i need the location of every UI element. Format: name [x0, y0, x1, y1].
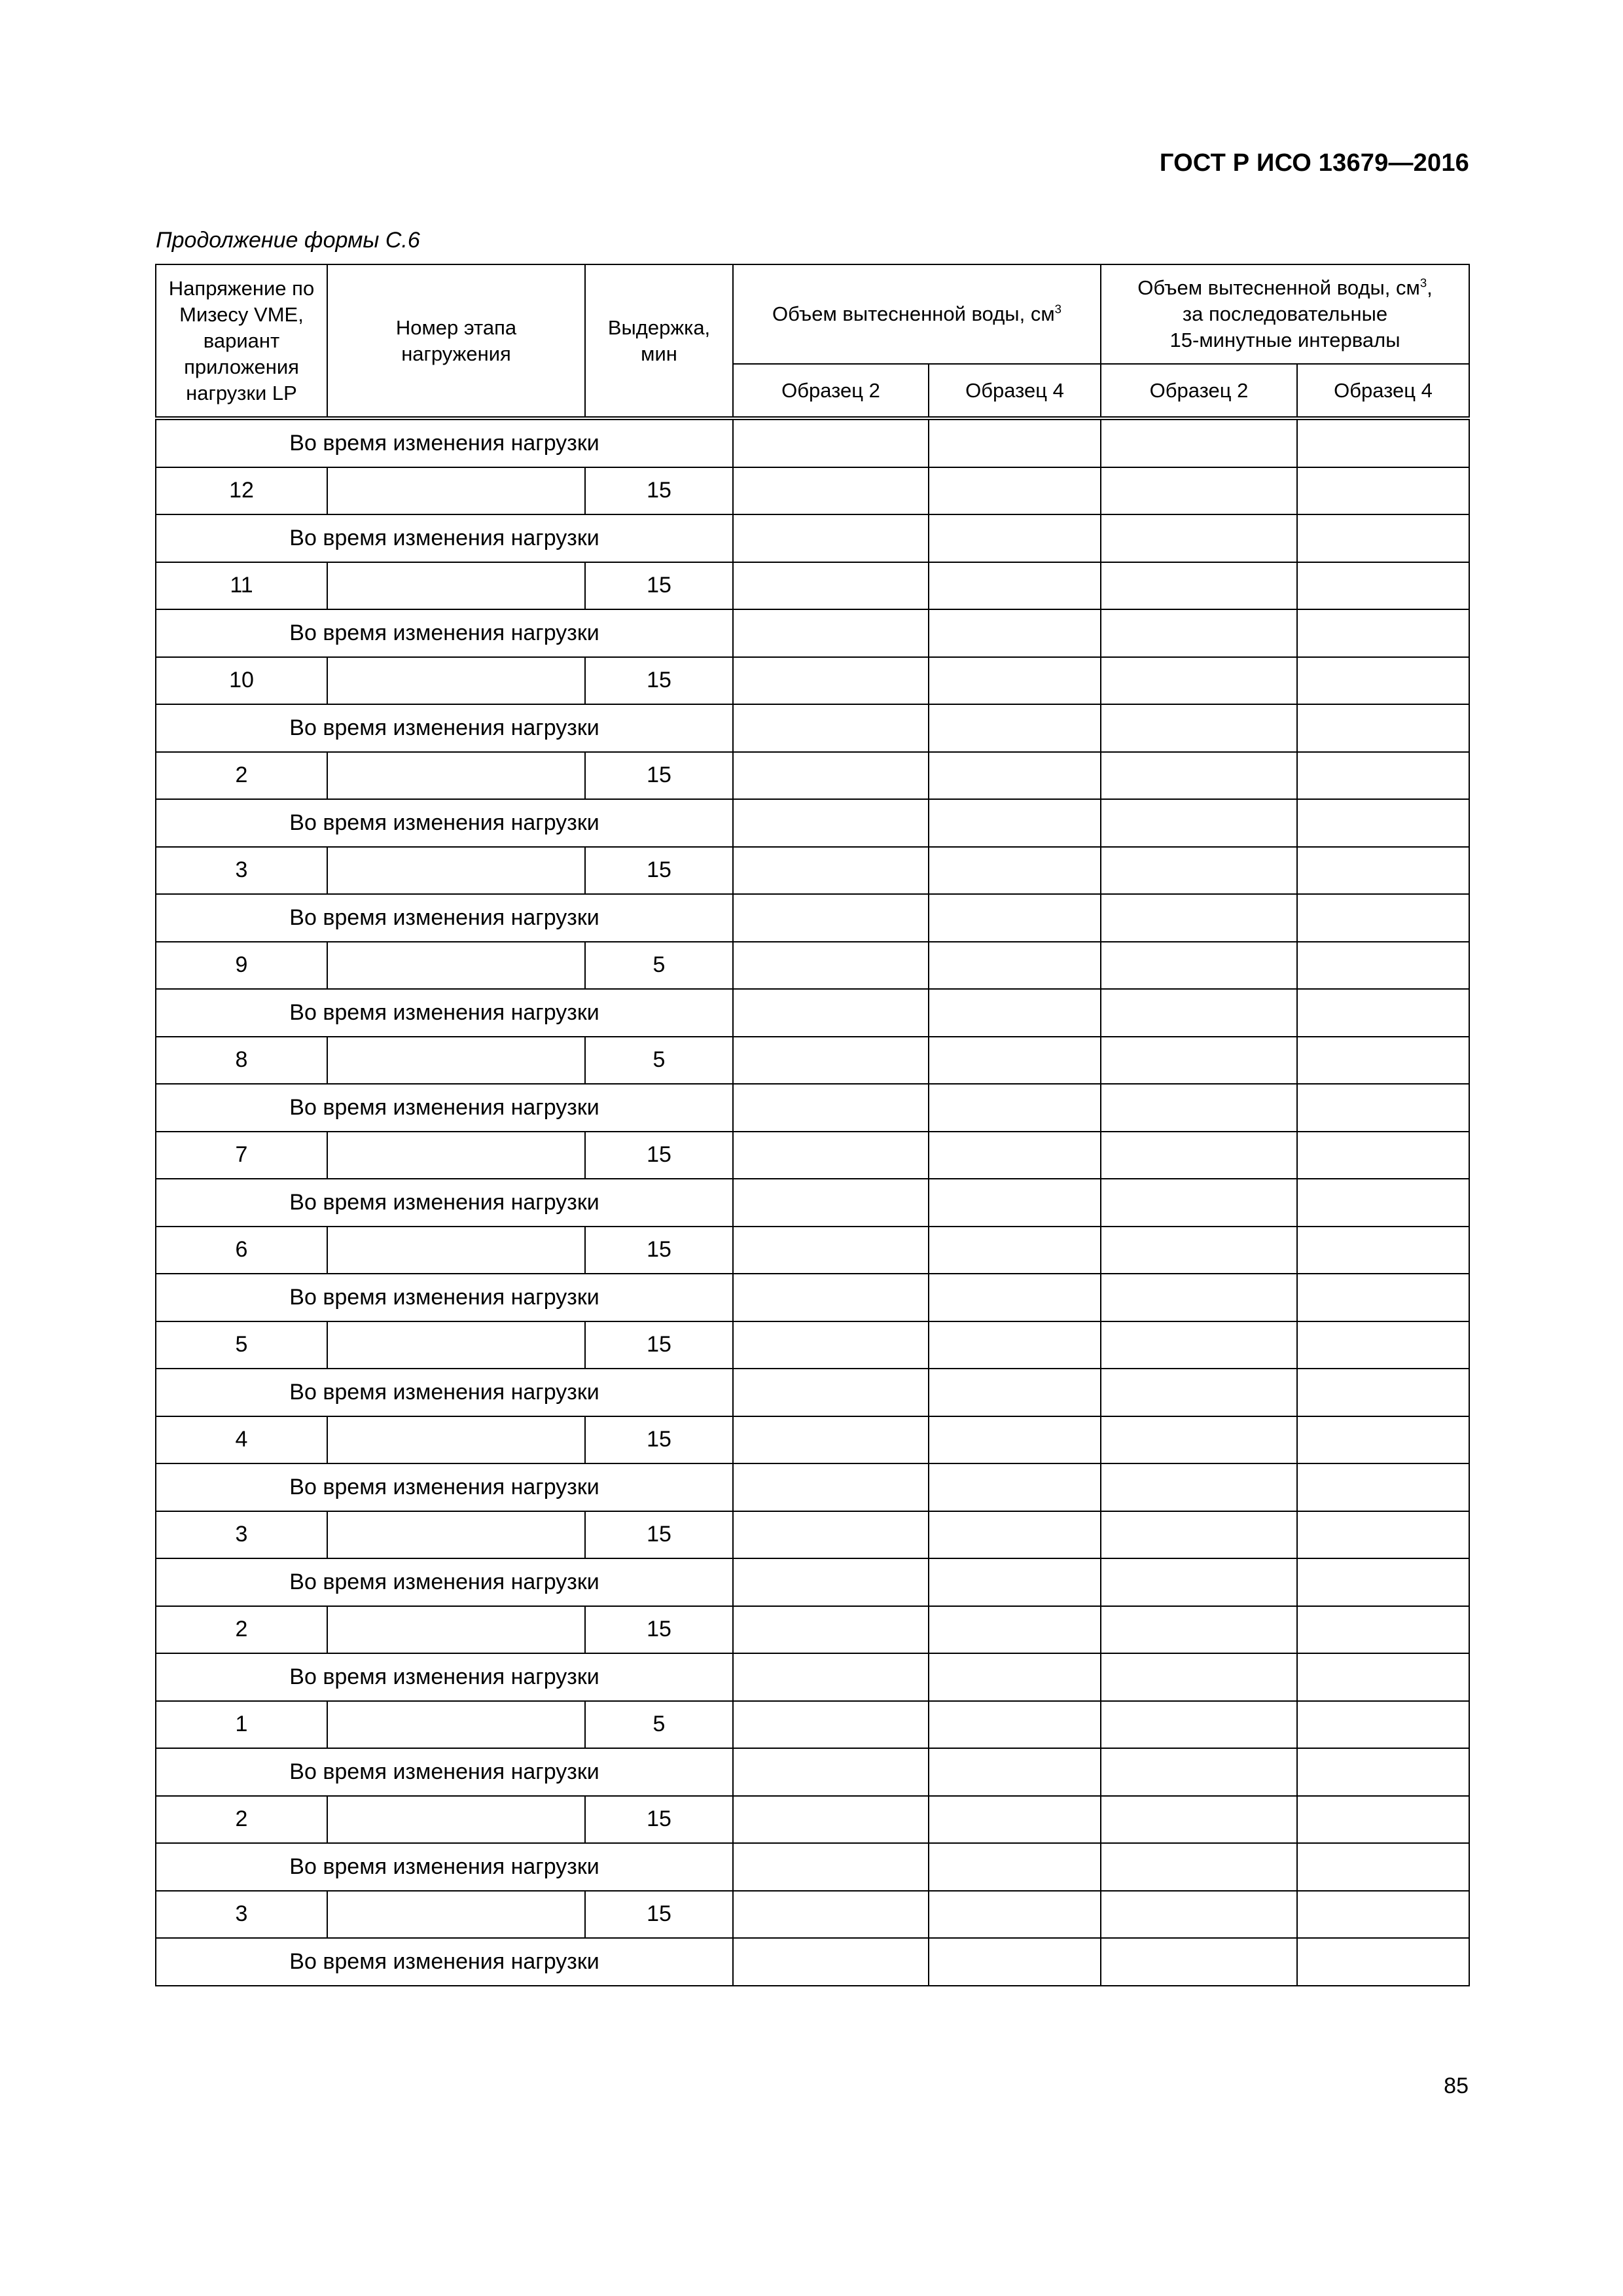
- sample-2-volume-cell[interactable]: [733, 562, 929, 610]
- hold-time-cell: 15: [585, 467, 733, 515]
- table-row: [156, 657, 1469, 705]
- sample-4-interval-cell[interactable]: [1297, 1701, 1469, 1749]
- during-load-change-label: Во время изменения нагрузки: [289, 715, 599, 740]
- sample-4-interval-cell[interactable]: [1297, 1891, 1469, 1939]
- table-row: [156, 514, 1469, 562]
- document-header: ГОСТ Р ИСО 13679—2016: [1159, 149, 1469, 177]
- during-load-change-label: Во время изменения нагрузки: [289, 1759, 599, 1784]
- sample-2-volume-cell[interactable]: [733, 799, 929, 847]
- during-load-change-cell: [156, 1843, 733, 1891]
- sample-2-volume-cell[interactable]: [733, 1891, 929, 1939]
- during-load-change-label: Во время изменения нагрузки: [289, 1948, 599, 1974]
- sample-4-interval-cell[interactable]: [1297, 1796, 1469, 1844]
- sample-2-volume-cell[interactable]: [733, 704, 929, 752]
- sample-2-volume-cell[interactable]: [733, 1558, 929, 1606]
- header-displaced-water-intervals: [1101, 264, 1469, 364]
- table-row: [156, 1891, 1469, 1939]
- during-load-change-cell: [156, 1558, 733, 1606]
- sample-2-volume-cell[interactable]: [733, 1416, 929, 1464]
- sample-2-interval-cell[interactable]: [1101, 1179, 1297, 1227]
- hold-time-cell: 15: [585, 1132, 733, 1179]
- during-load-change-cell: [156, 1653, 733, 1701]
- sample-4-volume-cell[interactable]: [929, 467, 1101, 515]
- during-load-change-cell: [156, 1274, 733, 1321]
- table-row: [156, 1416, 1469, 1464]
- table-row: [156, 1701, 1469, 1749]
- stage-number-cell[interactable]: [327, 847, 585, 895]
- table-row: [156, 989, 1469, 1037]
- sample-2-volume-cell[interactable]: [733, 1274, 929, 1321]
- table-row: [156, 1227, 1469, 1274]
- table-row: [156, 467, 1469, 515]
- sample-4-volume-cell[interactable]: [929, 657, 1101, 705]
- sample-4-volume-cell[interactable]: [929, 704, 1101, 752]
- table-row: [156, 894, 1469, 942]
- table-row: [156, 1938, 1469, 1986]
- sample-2-volume-cell[interactable]: [733, 1606, 929, 1654]
- sample-2-interval-cell[interactable]: [1101, 1227, 1297, 1274]
- page-number: 85: [1444, 2073, 1469, 2098]
- sample-4-interval-cell[interactable]: [1297, 1416, 1469, 1464]
- table-row: [156, 1037, 1469, 1085]
- sample-4-volume-cell[interactable]: [929, 1558, 1101, 1606]
- form-table-container: [155, 264, 1469, 1986]
- table-row: [156, 1179, 1469, 1227]
- sample-4-interval-cell[interactable]: [1297, 514, 1469, 562]
- sample-2-interval-cell[interactable]: [1101, 1084, 1297, 1132]
- during-load-change-label: Во время изменения нагрузки: [289, 430, 599, 456]
- sample-2-volume-cell[interactable]: [733, 1369, 929, 1416]
- sample-4-interval-cell[interactable]: [1297, 1037, 1469, 1085]
- table-row: [156, 1558, 1469, 1606]
- sample-4-interval-cell[interactable]: [1297, 1463, 1469, 1511]
- sample-2-interval-cell[interactable]: [1101, 657, 1297, 705]
- stage-number-cell[interactable]: [327, 942, 585, 990]
- header-displaced-water-label: Объем вытесненной воды, см: [772, 302, 1055, 325]
- table-row: [156, 1748, 1469, 1796]
- stage-number-cell[interactable]: [327, 1701, 585, 1749]
- header-intervals-line1-end: ,: [1427, 276, 1433, 299]
- sample-4-volume-cell[interactable]: [929, 1463, 1101, 1511]
- header-sample-2a: Образец 2: [733, 364, 929, 417]
- during-load-change-cell: [156, 609, 733, 657]
- sample-2-volume-cell[interactable]: [733, 942, 929, 990]
- hold-time-cell: 5: [585, 942, 733, 990]
- header-sample-2b: Образец 2: [1101, 364, 1297, 417]
- during-load-change-cell: [156, 799, 733, 847]
- stage-number-cell[interactable]: [327, 752, 585, 800]
- during-load-change-cell: [156, 514, 733, 562]
- during-load-change-label: Во время изменения нагрузки: [289, 1189, 599, 1215]
- during-load-change-label: Во время изменения нагрузки: [289, 1379, 599, 1405]
- sample-2-volume-cell[interactable]: [733, 847, 929, 895]
- table-header: [156, 264, 1469, 417]
- sample-4-volume-cell[interactable]: [929, 1843, 1101, 1891]
- sample-2-interval-cell[interactable]: [1101, 1843, 1297, 1891]
- sample-4-volume-cell[interactable]: [929, 1701, 1101, 1749]
- vme-cell: 12: [156, 467, 327, 515]
- hold-time-cell: 15: [585, 1796, 733, 1844]
- sample-2-volume-cell[interactable]: [733, 989, 929, 1037]
- sample-2-interval-cell[interactable]: [1101, 1463, 1297, 1511]
- header-stage-number-label: Номер этапа нагружения: [395, 315, 517, 365]
- hold-time-cell: 15: [585, 1511, 733, 1559]
- sample-4-interval-cell[interactable]: [1297, 1748, 1469, 1796]
- sample-4-interval-cell[interactable]: [1297, 1938, 1469, 1986]
- sample-2-volume-cell[interactable]: [733, 1321, 929, 1369]
- sample-4-volume-cell[interactable]: [929, 942, 1101, 990]
- stage-number-cell[interactable]: [327, 562, 585, 610]
- sample-2-interval-cell[interactable]: [1101, 562, 1297, 610]
- sample-4-volume-cell[interactable]: [929, 1132, 1101, 1179]
- table-row: [156, 1606, 1469, 1654]
- sample-4-interval-cell[interactable]: [1297, 1558, 1469, 1606]
- during-load-change-cell: [156, 1748, 733, 1796]
- vme-cell: 3: [156, 1511, 327, 1559]
- sample-4-interval-cell[interactable]: [1297, 609, 1469, 657]
- sample-4-interval-cell[interactable]: [1297, 1274, 1469, 1321]
- sample-4-interval-cell[interactable]: [1297, 1179, 1469, 1227]
- stage-number-cell[interactable]: [327, 1132, 585, 1179]
- during-load-change-cell: [156, 894, 733, 942]
- hold-time-cell: 15: [585, 847, 733, 895]
- sample-4-interval-cell[interactable]: [1297, 704, 1469, 752]
- header-intervals-line3: 15-минутные интервалы: [1169, 329, 1400, 351]
- sample-4-interval-cell[interactable]: [1297, 657, 1469, 705]
- sample-2-volume-cell[interactable]: [733, 1037, 929, 1085]
- table-row: [156, 1511, 1469, 1559]
- sample-4-volume-cell[interactable]: [929, 1179, 1101, 1227]
- sample-2-interval-cell[interactable]: [1101, 704, 1297, 752]
- vme-cell: 10: [156, 657, 327, 705]
- sample-2-volume-cell[interactable]: [733, 609, 929, 657]
- table-row: [156, 1274, 1469, 1321]
- during-load-change-cell: [156, 1179, 733, 1227]
- header-stage-number: [327, 264, 585, 417]
- sample-2-volume-cell[interactable]: [733, 1938, 929, 1986]
- stage-number-cell[interactable]: [327, 467, 585, 515]
- header-displaced-water: [733, 264, 1101, 364]
- sample-4-volume-cell[interactable]: [929, 847, 1101, 895]
- during-load-change-label: Во время изменения нагрузки: [289, 620, 599, 645]
- sample-4-volume-cell[interactable]: [929, 1037, 1101, 1085]
- sample-2-interval-cell[interactable]: [1101, 1891, 1297, 1939]
- sample-2-volume-cell[interactable]: [733, 1179, 929, 1227]
- sample-4-interval-cell[interactable]: [1297, 942, 1469, 990]
- during-load-change-cell: [156, 1938, 733, 1986]
- sample-4-interval-cell[interactable]: [1297, 1227, 1469, 1274]
- table-row: [156, 562, 1469, 610]
- sample-4-volume-cell[interactable]: [929, 1321, 1101, 1369]
- table-row: [156, 847, 1469, 895]
- sample-4-volume-cell[interactable]: [929, 1227, 1101, 1274]
- hold-time-cell: 15: [585, 562, 733, 610]
- sample-4-volume-cell[interactable]: [929, 1084, 1101, 1132]
- sample-4-interval-cell[interactable]: [1297, 420, 1469, 467]
- hold-time-cell: 15: [585, 1606, 733, 1654]
- sample-4-interval-cell[interactable]: [1297, 847, 1469, 895]
- table-row: [156, 704, 1469, 752]
- sample-4-interval-cell[interactable]: [1297, 1606, 1469, 1654]
- sample-4-interval-cell[interactable]: [1297, 1084, 1469, 1132]
- sample-2-interval-cell[interactable]: [1101, 1274, 1297, 1321]
- sample-2-interval-cell[interactable]: [1101, 1701, 1297, 1749]
- sample-2-interval-cell[interactable]: [1101, 1748, 1297, 1796]
- sample-2-interval-cell[interactable]: [1101, 1037, 1297, 1085]
- sample-2-volume-cell[interactable]: [733, 1796, 929, 1844]
- sample-2-interval-cell[interactable]: [1101, 609, 1297, 657]
- vme-cell: 2: [156, 1606, 327, 1654]
- sample-4-interval-cell[interactable]: [1297, 467, 1469, 515]
- during-load-change-cell: [156, 704, 733, 752]
- header-intervals-line1: Объем вытесненной воды, см: [1137, 276, 1420, 299]
- sample-2-volume-cell[interactable]: [733, 420, 929, 467]
- sample-2-interval-cell[interactable]: [1101, 752, 1297, 800]
- sample-4-interval-cell[interactable]: [1297, 1369, 1469, 1416]
- sample-4-interval-cell[interactable]: [1297, 752, 1469, 800]
- sample-2-volume-cell[interactable]: [733, 514, 929, 562]
- during-load-change-label: Во время изменения нагрузки: [289, 999, 599, 1025]
- stage-number-cell[interactable]: [327, 1416, 585, 1464]
- sample-2-volume-cell[interactable]: [733, 1227, 929, 1274]
- sample-2-interval-cell[interactable]: [1101, 514, 1297, 562]
- header-intervals-sup: 3: [1419, 276, 1427, 290]
- table-row: [156, 1369, 1469, 1416]
- sample-4-volume-cell[interactable]: [929, 894, 1101, 942]
- sample-2-volume-cell[interactable]: [733, 1511, 929, 1559]
- hold-time-cell: 15: [585, 1891, 733, 1939]
- sample-4-volume-cell[interactable]: [929, 514, 1101, 562]
- sample-2-interval-cell[interactable]: [1101, 847, 1297, 895]
- sample-4-volume-cell[interactable]: [929, 1891, 1101, 1939]
- sample-4-interval-cell[interactable]: [1297, 562, 1469, 610]
- sample-2-interval-cell[interactable]: [1101, 1653, 1297, 1701]
- sample-2-interval-cell[interactable]: [1101, 942, 1297, 990]
- sample-2-volume-cell[interactable]: [733, 1701, 929, 1749]
- sample-2-interval-cell[interactable]: [1101, 1558, 1297, 1606]
- sample-4-volume-cell[interactable]: [929, 1416, 1101, 1464]
- during-load-change-cell: [156, 1084, 733, 1132]
- during-load-change-label: Во время изменения нагрузки: [289, 1284, 599, 1310]
- sample-4-volume-cell[interactable]: [929, 989, 1101, 1037]
- vme-cell: 5: [156, 1321, 327, 1369]
- sample-2-volume-cell[interactable]: [733, 1132, 929, 1179]
- sample-2-volume-cell[interactable]: [733, 1748, 929, 1796]
- during-load-change-cell: [156, 420, 733, 467]
- form-table: [155, 264, 1470, 1986]
- vme-cell: 7: [156, 1132, 327, 1179]
- header-displaced-water-sup: 3: [1054, 302, 1061, 316]
- vme-cell: 8: [156, 1037, 327, 1085]
- vme-cell: 3: [156, 847, 327, 895]
- sample-4-volume-cell[interactable]: [929, 799, 1101, 847]
- sample-4-volume-cell[interactable]: [929, 562, 1101, 610]
- form-caption: Продолжение формы С.6: [156, 228, 420, 253]
- header-vme-label: Напряжение по Мизесу VME, вариант приложения нагрузки LP: [168, 276, 315, 404]
- sample-4-volume-cell[interactable]: [929, 1938, 1101, 1986]
- sample-2-volume-cell[interactable]: [733, 467, 929, 515]
- sample-2-interval-cell[interactable]: [1101, 989, 1297, 1037]
- during-load-change-label: Во время изменения нагрузки: [289, 1854, 599, 1879]
- during-load-change-label: Во время изменения нагрузки: [289, 1664, 599, 1689]
- sample-4-volume-cell[interactable]: [929, 1606, 1101, 1654]
- sample-4-interval-cell[interactable]: [1297, 1321, 1469, 1369]
- during-load-change-label: Во время изменения нагрузки: [289, 1474, 599, 1499]
- during-load-change-cell: [156, 1463, 733, 1511]
- during-load-change-cell: [156, 1369, 733, 1416]
- sample-4-volume-cell[interactable]: [929, 1796, 1101, 1844]
- table-row: [156, 1843, 1469, 1891]
- sample-2-interval-cell[interactable]: [1101, 467, 1297, 515]
- header-vme: [156, 264, 327, 417]
- table-row: [156, 752, 1469, 800]
- hold-time-cell: 15: [585, 1416, 733, 1464]
- sample-2-interval-cell[interactable]: [1101, 1938, 1297, 1986]
- stage-number-cell[interactable]: [327, 1606, 585, 1654]
- sample-2-interval-cell[interactable]: [1101, 1321, 1297, 1369]
- sample-2-volume-cell[interactable]: [733, 752, 929, 800]
- table-row: [156, 1321, 1469, 1369]
- table-row: [156, 1132, 1469, 1179]
- stage-number-cell[interactable]: [327, 1037, 585, 1085]
- header-intervals-line2: за последовательные: [1182, 302, 1388, 325]
- vme-cell: 9: [156, 942, 327, 990]
- sample-2-volume-cell[interactable]: [733, 1084, 929, 1132]
- header-hold-time: [585, 264, 733, 417]
- during-load-change-label: Во время изменения нагрузки: [289, 525, 599, 550]
- hold-time-cell: 15: [585, 1227, 733, 1274]
- sample-4-interval-cell[interactable]: [1297, 1843, 1469, 1891]
- during-load-change-label: Во время изменения нагрузки: [289, 1569, 599, 1594]
- table-row: [156, 1796, 1469, 1844]
- sample-4-interval-cell[interactable]: [1297, 1511, 1469, 1559]
- sample-2-interval-cell[interactable]: [1101, 1369, 1297, 1416]
- sample-4-volume-cell[interactable]: [929, 1653, 1101, 1701]
- sample-4-interval-cell[interactable]: [1297, 894, 1469, 942]
- stage-number-cell[interactable]: [327, 657, 585, 705]
- during-load-change-label: Во время изменения нагрузки: [289, 810, 599, 835]
- hold-time-cell: 5: [585, 1701, 733, 1749]
- table-row: [156, 799, 1469, 847]
- sample-4-interval-cell[interactable]: [1297, 1132, 1469, 1179]
- sample-4-volume-cell[interactable]: [929, 752, 1101, 800]
- sample-4-volume-cell[interactable]: [929, 1274, 1101, 1321]
- vme-cell: 2: [156, 752, 327, 800]
- sample-2-interval-cell[interactable]: [1101, 894, 1297, 942]
- sample-2-volume-cell[interactable]: [733, 657, 929, 705]
- stage-number-cell[interactable]: [327, 1796, 585, 1844]
- stage-number-cell[interactable]: [327, 1891, 585, 1939]
- sample-4-interval-cell[interactable]: [1297, 1653, 1469, 1701]
- sample-4-volume-cell[interactable]: [929, 1748, 1101, 1796]
- sample-4-volume-cell[interactable]: [929, 609, 1101, 657]
- sample-2-interval-cell[interactable]: [1101, 1416, 1297, 1464]
- vme-cell: 6: [156, 1227, 327, 1274]
- vme-cell: 1: [156, 1701, 327, 1749]
- vme-cell: 3: [156, 1891, 327, 1939]
- table-row: [156, 1084, 1469, 1132]
- vme-cell: 4: [156, 1416, 327, 1464]
- header-sample-4a: Образец 4: [929, 364, 1101, 417]
- during-load-change-cell: [156, 989, 733, 1037]
- sample-4-volume-cell[interactable]: [929, 1369, 1101, 1416]
- vme-cell: 2: [156, 1796, 327, 1844]
- sample-2-interval-cell[interactable]: [1101, 1606, 1297, 1654]
- table-row: [156, 942, 1469, 990]
- stage-number-cell[interactable]: [327, 1321, 585, 1369]
- stage-number-cell[interactable]: [327, 1511, 585, 1559]
- header-sample-4b: Образец 4: [1297, 364, 1469, 417]
- sample-2-interval-cell[interactable]: [1101, 799, 1297, 847]
- vme-cell: 11: [156, 562, 327, 610]
- hold-time-cell: 15: [585, 1321, 733, 1369]
- sample-2-interval-cell[interactable]: [1101, 1132, 1297, 1179]
- sample-4-volume-cell[interactable]: [929, 1511, 1101, 1559]
- sample-2-interval-cell[interactable]: [1101, 420, 1297, 467]
- sample-2-interval-cell[interactable]: [1101, 1511, 1297, 1559]
- sample-4-interval-cell[interactable]: [1297, 989, 1469, 1037]
- during-load-change-label: Во время изменения нагрузки: [289, 1094, 599, 1120]
- hold-time-cell: 5: [585, 1037, 733, 1085]
- sample-2-volume-cell[interactable]: [733, 1653, 929, 1701]
- hold-time-cell: 15: [585, 752, 733, 800]
- hold-time-cell: 15: [585, 657, 733, 705]
- table-row: [156, 420, 1469, 467]
- table-row: [156, 1463, 1469, 1511]
- table-row: [156, 609, 1469, 657]
- sample-2-volume-cell[interactable]: [733, 894, 929, 942]
- sample-2-volume-cell[interactable]: [733, 1843, 929, 1891]
- stage-number-cell[interactable]: [327, 1227, 585, 1274]
- sample-4-volume-cell[interactable]: [929, 420, 1101, 467]
- sample-4-interval-cell[interactable]: [1297, 799, 1469, 847]
- table-body: [156, 417, 1469, 1986]
- header-hold-time-label: Выдержка, мин: [607, 315, 711, 365]
- during-load-change-label: Во время изменения нагрузки: [289, 905, 599, 930]
- sample-2-interval-cell[interactable]: [1101, 1796, 1297, 1844]
- table-row: [156, 1653, 1469, 1701]
- sample-2-volume-cell[interactable]: [733, 1463, 929, 1511]
